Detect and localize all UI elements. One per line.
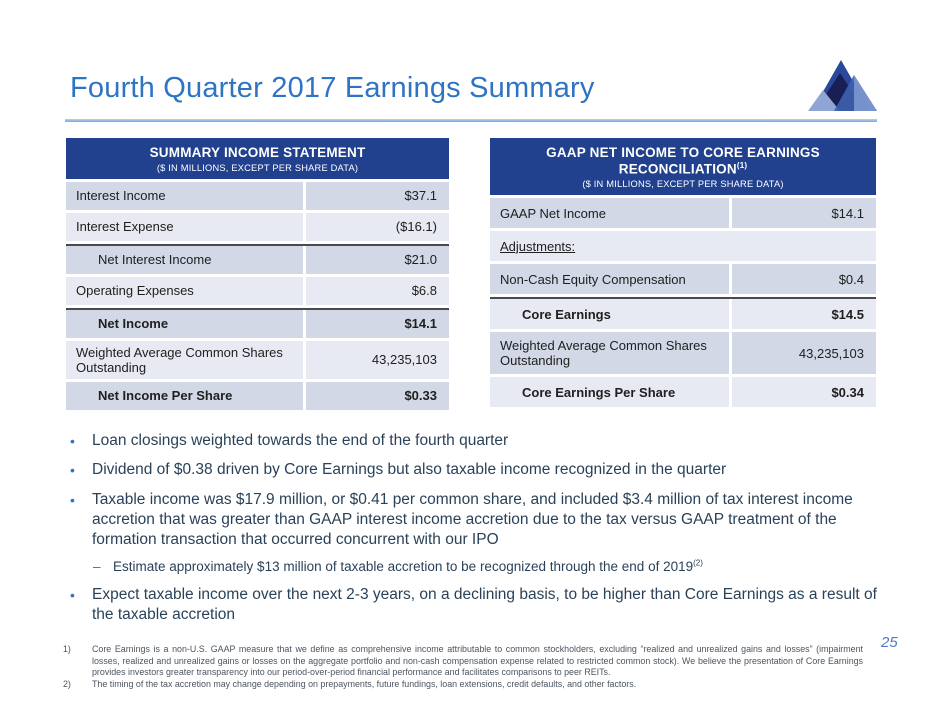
row-label: Interest Income (66, 182, 303, 210)
row-label: Core Earnings (490, 299, 729, 329)
sub-bullet-item (93, 558, 882, 576)
footnote-item (63, 644, 863, 679)
row-label: GAAP Net Income (490, 198, 729, 228)
footnote-number: 1) (63, 644, 71, 654)
bullet-marker: • (70, 433, 75, 449)
footnote-item (63, 679, 863, 691)
table-row (490, 332, 876, 374)
row-value: $14.1 (306, 310, 449, 338)
row-value: 43,235,103 (732, 332, 876, 374)
mountain-logo-graphic (807, 58, 877, 115)
row-value: $0.34 (732, 377, 876, 407)
table-row (490, 297, 876, 329)
row-label: Weighted Average Common Shares Outstanding (66, 341, 303, 379)
row-label: Weighted Average Common Shares Outstanding (490, 332, 729, 374)
table-row (66, 277, 449, 305)
row-value: ($16.1) (306, 213, 449, 241)
table-title (500, 145, 866, 177)
bullet-marker: • (70, 491, 75, 508)
row-value: $21.0 (306, 246, 449, 274)
bullet-item (70, 431, 882, 451)
table-header (66, 138, 449, 179)
row-value: $0.33 (306, 382, 449, 410)
footnotes (63, 644, 863, 690)
bullet-text: Taxable income was $17.9 million, or $0.41 per common share, and included $3.4 million of tax interest income accretion that was greater than GAAP interest income accretion due to the tax versus GAAP treatment of the formation transaction that occurred concurrent with our IPO (92, 490, 853, 548)
footnote-text: The timing of the tax accretion may change depending on prepayments, future fundings, loan extensions, credit defaults, and other factors. (92, 678, 637, 689)
table-row (490, 198, 876, 228)
summary-income-statement-table (66, 138, 449, 410)
bullet-text: Estimate approximately $13 million of taxable accretion to be recognized through the end of 2019$^{(2)}$ (113, 558, 703, 575)
row-value: $14.5 (732, 299, 876, 329)
table-title-text: GAAP NET INCOME TO CORE EARNINGS RECONCILIATION (546, 145, 820, 177)
table-row (66, 244, 449, 274)
gaap-to-core-earnings-table (490, 138, 876, 407)
bullet-marker: – (93, 559, 101, 575)
bullet-item (70, 585, 882, 625)
row-value: 43,235,103 (306, 341, 449, 379)
row-value: $14.1 (732, 198, 876, 228)
table-row (490, 264, 876, 294)
footnote-number: 2) (63, 678, 71, 689)
row-label: Operating Expenses (66, 277, 303, 305)
bullet-marker: • (70, 586, 75, 603)
table-body (66, 182, 449, 410)
row-value: $37.1 (306, 182, 449, 210)
table-row (66, 341, 449, 379)
table-row (66, 213, 449, 241)
row-label: Core Earnings Per Share (490, 377, 729, 407)
table-row (66, 382, 449, 410)
table-subtitle: ($ IN MILLIONS, EXCEPT PER SHARE DATA) (156, 162, 359, 173)
table-subtitle: ($ IN MILLIONS, EXCEPT PER SHARE DATA) (582, 179, 784, 190)
title-divider (65, 119, 877, 122)
bullet-text: Dividend of $0.38 driven by Core Earnings but also taxable income recognized in the quarter (92, 461, 727, 479)
row-label: Adjustments: (490, 231, 876, 261)
table-row (490, 377, 876, 407)
table-title: SUMMARY INCOME STATEMENT (149, 145, 366, 160)
table-row (490, 231, 876, 261)
table-header (490, 138, 876, 195)
bullet-list (70, 431, 882, 634)
table-row (66, 182, 449, 210)
row-label: Interest Expense (66, 213, 303, 241)
row-label: Net Income (66, 310, 303, 338)
bullet-item (70, 490, 882, 550)
mountain-logo (807, 58, 877, 115)
page-number: 25 (881, 634, 898, 651)
row-value: $0.4 (732, 264, 876, 294)
table-row (66, 308, 449, 338)
bullet-marker: • (70, 462, 75, 479)
page-title: Fourth Quarter 2017 Earnings Summary (70, 72, 595, 104)
row-label: Net Interest Income (66, 246, 303, 274)
table-body (490, 198, 876, 407)
bullet-text: Loan closings weighted towards the end of the fourth quarter (92, 432, 509, 449)
row-value: $6.8 (306, 277, 449, 305)
row-label: Non-Cash Equity Compensation (490, 264, 729, 294)
bullet-text: Expect taxable income over the next 2-3 years, on a declining basis, to be higher than Core Earnings as a result of the taxable accretion (92, 585, 877, 623)
footnote-ref-1: (1) (736, 160, 748, 170)
row-label: Net Income Per Share (66, 382, 303, 410)
bullet-item (70, 460, 882, 480)
footnote-text: Core Earnings is a non-U.S. GAAP measure that we define as comprehensive income attributable to common stockholders, excluding “realized and unrealized gains and losses” (impairment losses, realized and unrealized gains or losses on the aggregate portfolio and non-cash compensation expense related to restricted common stock). We believe the presentation of Core Earnings provides investors greater transparency into our period-over-period financial performance and facilitates comparisons to peer REITs. (92, 644, 863, 678)
footnote-ref-2: (2) (693, 558, 703, 568)
